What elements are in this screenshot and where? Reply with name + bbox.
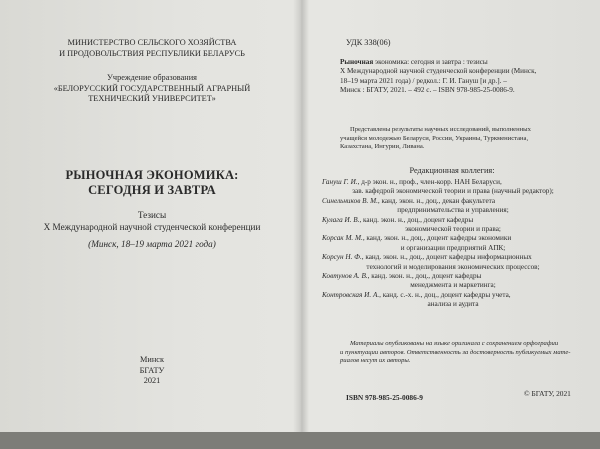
board-member-line — [322, 216, 584, 225]
board-member-line — [322, 234, 584, 243]
copyright-notice: © БГАТУ, 2021 — [524, 389, 571, 398]
board-member-line — [322, 263, 584, 272]
abstract-block — [340, 126, 580, 152]
board-member-details: , канд. с.-х. н., доц., доцент кафедры учета, — [379, 290, 511, 299]
note-line: Материалы опубликованы на языке оригинала с сохранением орфографии — [350, 340, 559, 347]
subtitle-block — [14, 210, 290, 233]
board-member-line — [322, 272, 584, 281]
board-member-line — [322, 206, 584, 215]
board-member-name: Ковтунов А. В. — [322, 272, 368, 281]
board-member-line — [322, 253, 584, 262]
isbn: ISBN 978-985-25-0086-9 — [346, 393, 423, 402]
publication-note — [340, 340, 586, 366]
imprint-publisher: БГАТУ — [139, 365, 165, 375]
board-member-line — [322, 225, 584, 234]
board-member-line — [322, 281, 584, 290]
abstract-line: учащейся молодежью Беларуси, России, Украины, Туркменистана, — [340, 134, 529, 142]
board-member-details: и организации предприятий АПК; — [400, 243, 506, 252]
board-heading: Редакционная коллегия: — [409, 166, 495, 175]
note-line: риалов несут их авторы. — [340, 357, 411, 365]
institution-block — [14, 73, 290, 105]
board-member-details: зав. кафедрой экономической теории и права (научный редактор); — [352, 187, 554, 196]
bib-line — [322, 58, 584, 67]
board-member-details: анализа и аудита — [427, 300, 479, 309]
board-member-name: Гануш Г. И. — [322, 178, 358, 186]
board-member-details: , канд. экон. н., доц., доцент кафедры информационных — [361, 253, 532, 262]
board-member-line — [322, 197, 584, 206]
abstract-line: Казахстана, Ингурии, Ливана. — [340, 143, 425, 151]
conference-date: (Минск, 18–19 марта 2021 года) — [88, 239, 216, 249]
board-member-details: экономической теории и права; — [405, 225, 501, 234]
abstract-line: Представлены результаты научных исследований, выполненных — [350, 126, 531, 133]
table-surface — [0, 432, 600, 449]
board-member-details: , канд. экон. н., доц., доцент кафедры экономики — [362, 234, 512, 243]
book-title-line: РЫНОЧНАЯ ЭКОНОМИКА: — [65, 168, 239, 182]
board-member-details: технологий и моделирования экономических процессов; — [366, 262, 540, 271]
imprint-city: Минск — [140, 355, 164, 364]
book-title-line: СЕГОДНЯ И ЗАВТРА — [88, 183, 216, 197]
imprint-year: 2021 — [143, 376, 161, 385]
udc-code: УДК 338(06) — [346, 38, 391, 47]
bib-line: Минск : БГАТУ, 2021. – 492 с. – ISBN 978-985-25-0086-9. — [340, 86, 515, 95]
subtitle-line: Тезисы — [137, 210, 167, 220]
note-line: и пунктуации авторов. Ответственность за достоверность публикуемых мате- — [340, 348, 571, 356]
institution-line: Учреждение образования — [107, 73, 197, 82]
subtitle-line: X Международной научной студенческой конференции — [43, 221, 261, 232]
bib-line: X Международной научной студенческой конференции (Минск, — [340, 67, 537, 76]
board-member-details: , д-р экон. н., проф., член-корр. НАН Беларуси, — [357, 178, 502, 186]
editorial-board-list — [322, 178, 584, 310]
board-member-details: , канд. экон. н., доц., доцент кафедры — [359, 215, 474, 224]
board-member-name: Контровская И. А. — [322, 290, 380, 299]
ministry-block — [14, 38, 290, 59]
copyright-page — [318, 18, 586, 428]
bib-line-text: экономика: сегодня и завтра : тезисы — [375, 58, 488, 66]
board-member-name: Кулага И. В. — [322, 215, 360, 224]
board-member-name: Корсак М. М. — [322, 234, 363, 243]
board-member-details: предпринимательства и управления; — [397, 206, 509, 215]
board-member-line — [322, 300, 584, 309]
board-member-line — [322, 291, 584, 300]
board-member-name: Корсун Н. Ф. — [322, 253, 362, 262]
institution-line: «БЕЛОРУССКИЙ ГОСУДАРСТВЕННЫЙ АГРАРНЫЙ — [53, 83, 251, 93]
ministry-line: И ПРОДОВОЛЬСТВИЯ РЕСПУБЛИКИ БЕЛАРУСЬ — [59, 48, 245, 58]
bib-line: 18–19 марта 2021 года) / редкол.: Г. И. Гануш [и др.]. – — [340, 76, 507, 85]
bibliographic-record — [322, 58, 584, 96]
board-member-name: Синельников В. М. — [322, 196, 378, 205]
board-member-details: менеджмента и маркетинга; — [410, 281, 496, 290]
board-member-line — [322, 244, 584, 253]
board-member-line — [322, 187, 584, 196]
board-member-details: , канд. экон. н., доц., декан факультета — [377, 196, 496, 205]
title-page — [14, 18, 290, 428]
board-member-details: , канд. экон. н., доц., доцент кафедры — [367, 272, 482, 281]
imprint-block — [14, 355, 290, 387]
book-gutter — [293, 0, 309, 449]
bib-lead-word: Рыночная — [340, 58, 374, 66]
book-title — [14, 168, 290, 198]
ministry-line: МИНИСТЕРСТВО СЕЛЬСКОГО ХОЗЯЙСТВА — [67, 38, 237, 47]
board-member-line — [322, 178, 584, 187]
institution-line: ТЕХНИЧЕСКИЙ УНИВЕРСИТЕТ» — [88, 94, 216, 103]
